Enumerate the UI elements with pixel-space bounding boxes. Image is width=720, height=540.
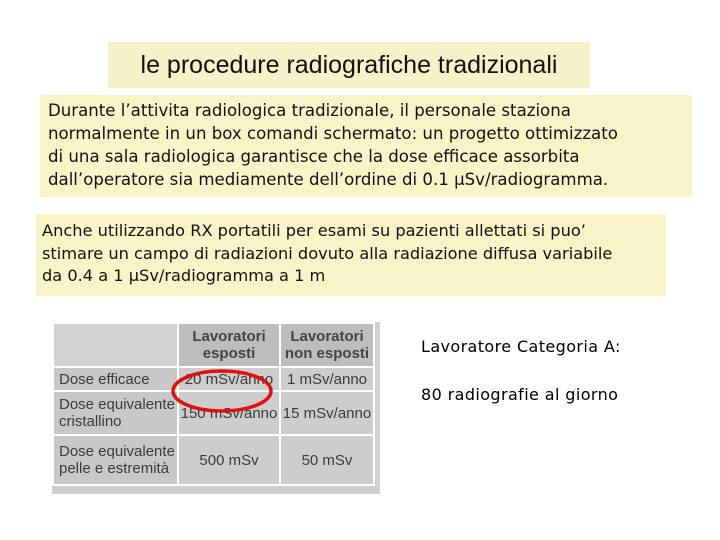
paragraph-line: Durante l’attivita radiologica tradizionale, il personale staziona — [48, 101, 571, 120]
table-header-cell: Lavoratori esposti — [178, 323, 280, 367]
table-cell: 50 mSv — [280, 435, 374, 485]
table-cell: Dose equivalente pelle e estremità — [53, 435, 178, 485]
table-row — [53, 435, 374, 485]
paragraph-line: da 0.4 a 1 μSv/radiogramma a 1 m — [42, 266, 326, 285]
paragraph-line: stimare un campo di radiazioni dovuto alla radiazione diffusa variabile — [42, 243, 613, 263]
paragraph-portable-rx — [36, 214, 666, 296]
radiographs-per-day-label: 80 radiografie al giorno — [421, 385, 619, 404]
table-header-cell — [53, 323, 178, 367]
table-row — [53, 367, 374, 391]
table-cell: 500 mSv — [178, 435, 280, 485]
dose-table — [52, 322, 375, 486]
paragraph-line: normalmente in un box comandi schermato: un progetto ottimizzato — [48, 124, 618, 143]
table-cell: 20 mSv/anno — [178, 367, 280, 391]
table-cell: 150 mSv/anno — [178, 391, 280, 435]
table-cell: Dose efficace — [53, 367, 178, 391]
table-cell: Dose equivalente cristallino — [53, 391, 178, 435]
paragraph-shielded-box — [40, 95, 692, 197]
paragraph-line: dall’operatore sia mediamente dell’ordine di 0.1 μSv/radiogramma. — [48, 170, 609, 189]
table-header-cell: Lavoratori non esposti — [280, 323, 374, 367]
table-cell: 1 mSv/anno — [280, 367, 374, 391]
paragraph-line: Anche utilizzando RX portatili per esami su pazienti allettati si puo’ — [42, 221, 586, 240]
table-cell: 15 mSv/anno — [280, 391, 374, 435]
dose-limits-table — [52, 322, 380, 494]
paragraph-line: di una sala radiologica garantisce che la dose efficace assorbita — [48, 147, 580, 166]
table-row — [53, 391, 374, 435]
worker-category-label: Lavoratore Categoria A: — [421, 337, 621, 356]
slide-title: le procedure radiografiche tradizionali — [108, 42, 590, 88]
